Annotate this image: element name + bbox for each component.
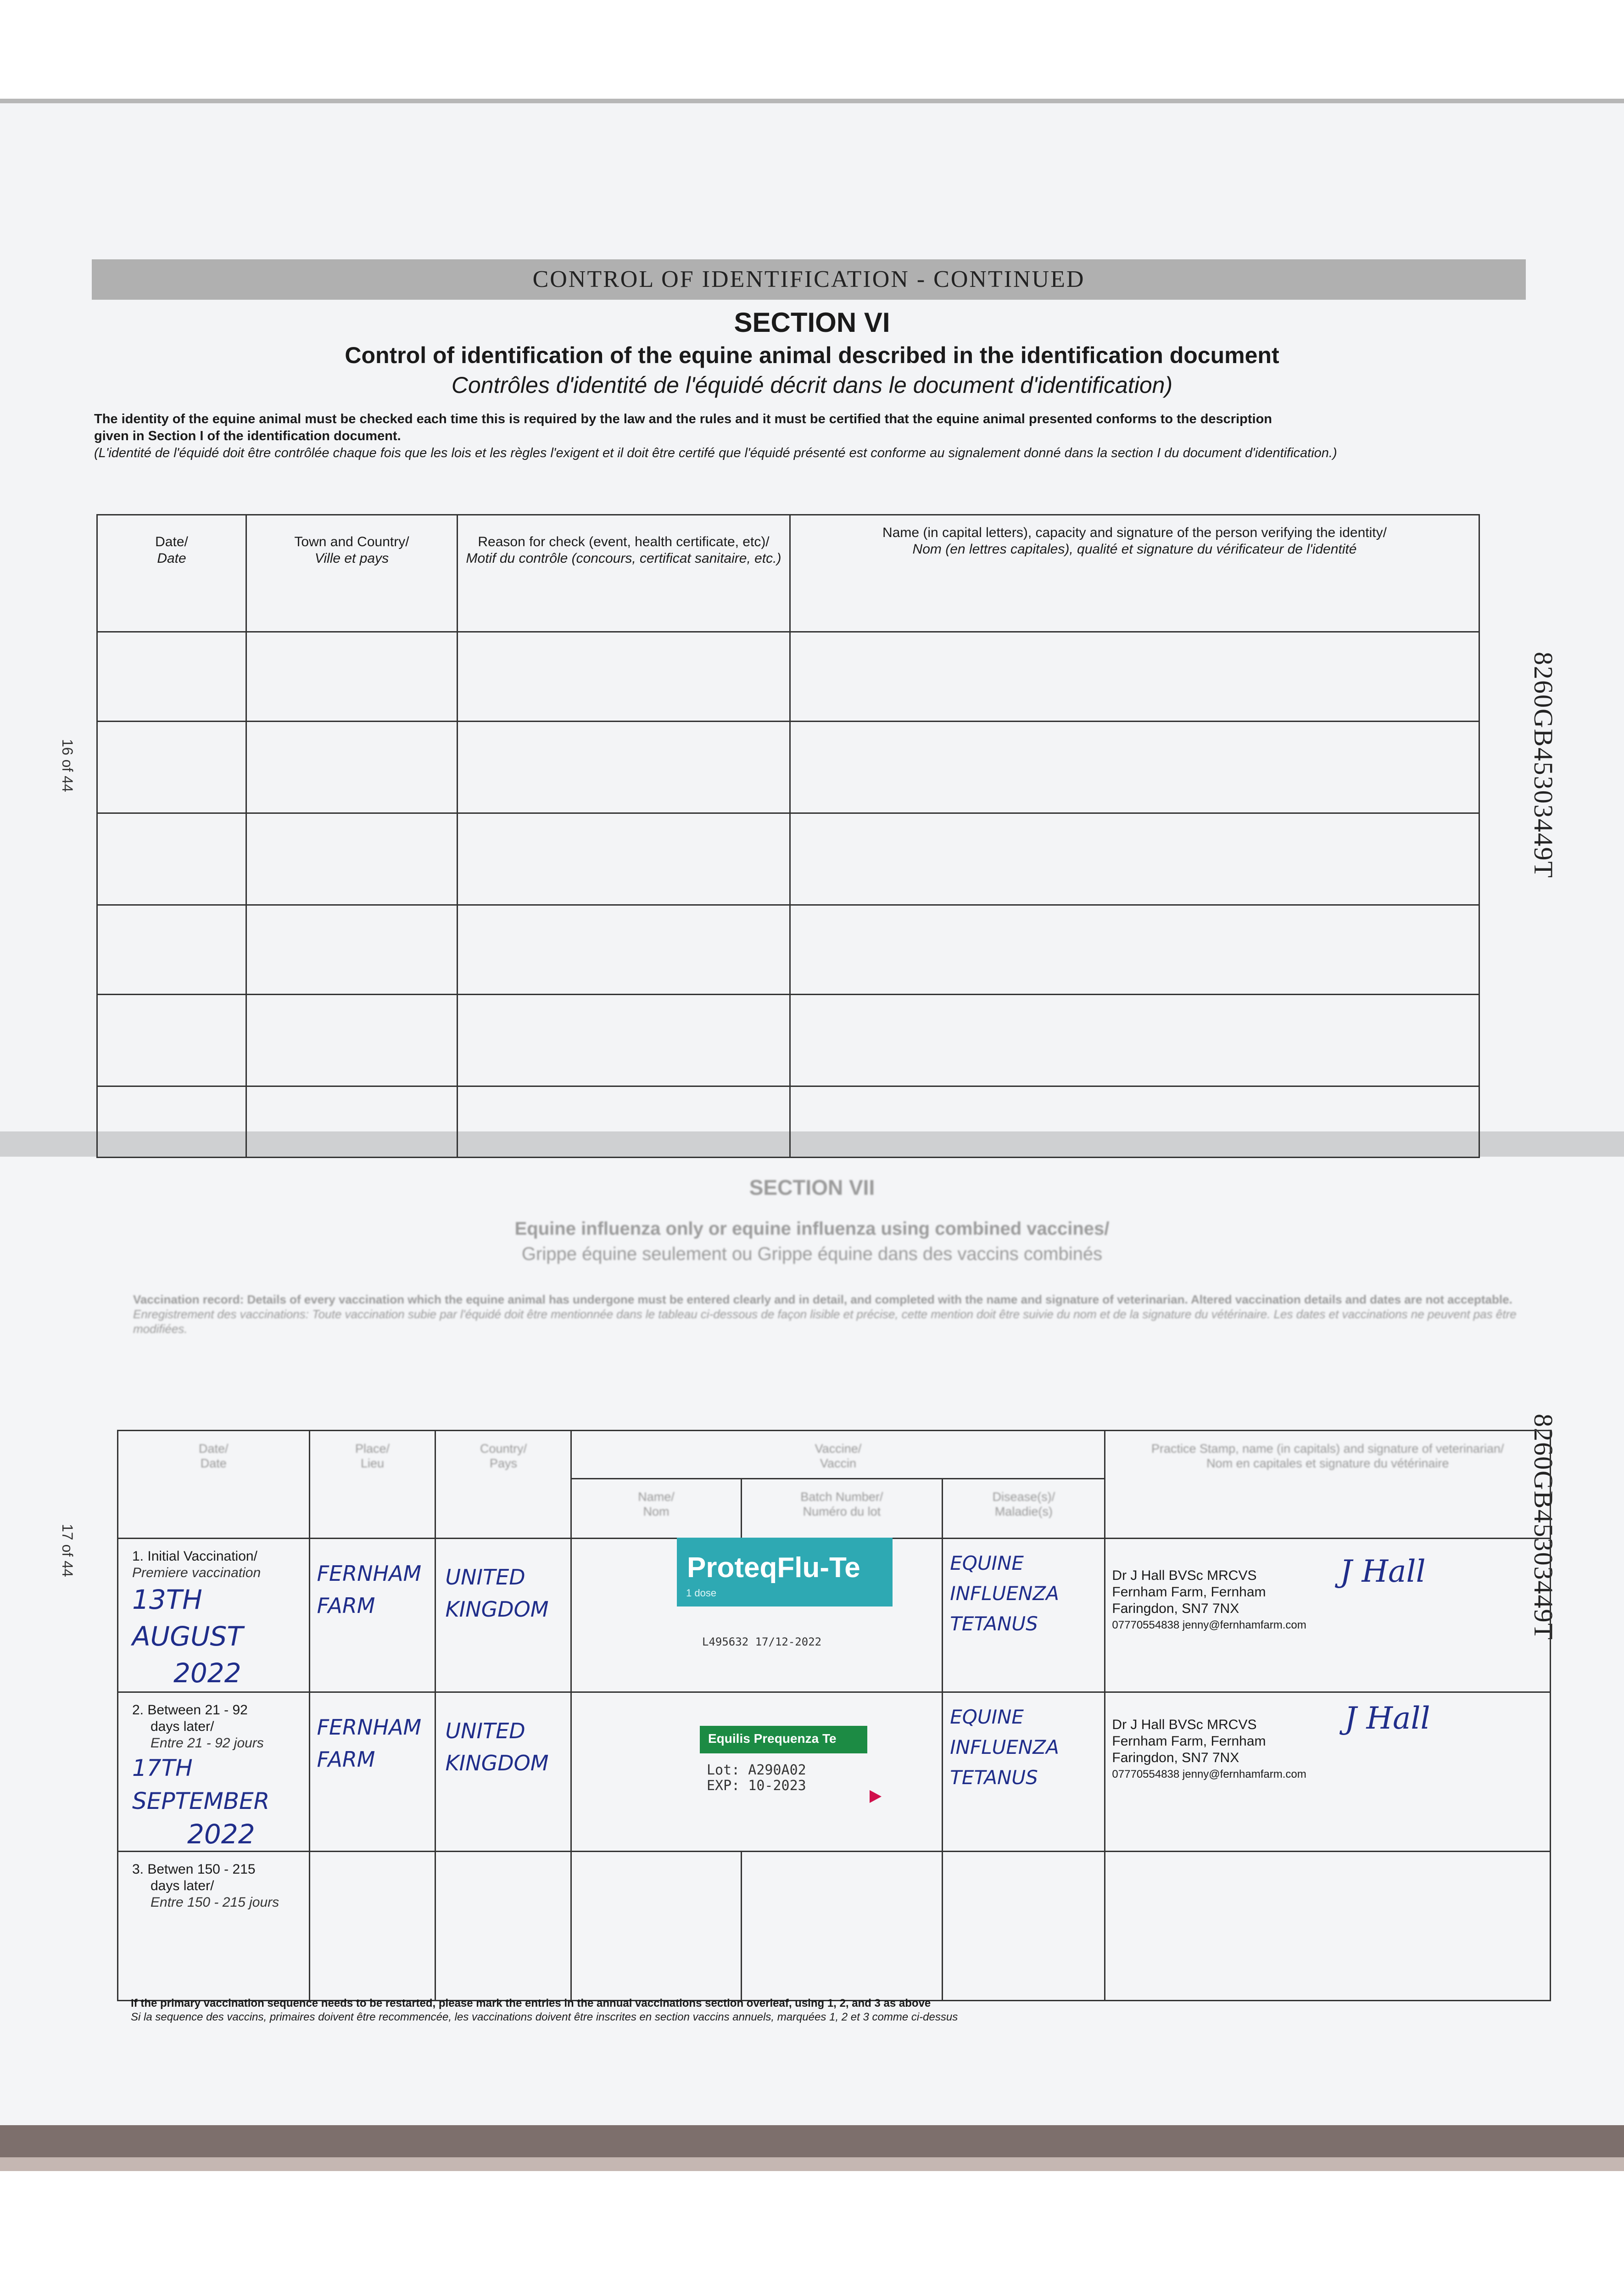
col-batch-number: Batch Number/ Numéro du lot: [741, 1479, 943, 1539]
row2-diseases[interactable]: EQUINE INFLUENZA TETANUS: [943, 1692, 1105, 1852]
col-vaccine: Vaccine/ Vaccin: [571, 1431, 1105, 1479]
intro-line-2: given in Section I of the identification document.: [94, 429, 401, 443]
row1-date-hand-2: 2022: [173, 1657, 241, 1689]
proteqflu-sticker: [677, 1538, 893, 1606]
row3-batch-number[interactable]: [741, 1852, 943, 2001]
vaccine-sub-1: 1 dose: [686, 1587, 717, 1599]
intro-fr: (L'identité de l'équidé doit être contrôlée chaque fois que les lois et les règles l'exigent et il doit être certifé que l'équidé présenté est conforme au signalement donné dans la section I du document d'identification.): [94, 446, 1337, 460]
vaccine-label-1: ProteqFlu-Te: [687, 1552, 860, 1584]
section-vii-intro: [133, 1292, 1537, 1336]
row2-country[interactable]: UNITED KINGDOM: [435, 1692, 571, 1852]
table-row: [97, 813, 1479, 905]
table-row: [97, 995, 1479, 1086]
col-verifier: Name (in capital letters), capacity and signature of the person verifying the identity/ Nom (en lettres capitales), qualité et signature du vérificateur de l'identité: [790, 515, 1479, 632]
col-vet-stamp: Practice Stamp, name (in capitals) and signature of veterinarian/ Nom en capitales et signature du vétérinaire: [1105, 1431, 1551, 1539]
col-date: Date/ Date: [118, 1431, 310, 1539]
row1-lot: L495632 17/12-2022: [702, 1635, 822, 1648]
identity-check-table: [96, 514, 1480, 1158]
row2-place[interactable]: FERNHAM FARM: [309, 1692, 435, 1852]
section-vi-heading: SECTION VI: [734, 307, 890, 338]
col-town-country: Town and Country/ Ville et pays: [246, 515, 458, 632]
section-vi-title-fr: Contrôles d'identité de l'équidé décrit dans le document d'identification): [451, 372, 1173, 398]
row1-date-hand-1: 13TH AUGUST: [132, 1584, 243, 1652]
section-vi-intro: [94, 411, 1503, 462]
row2-date[interactable]: 2. Between 21 - 92 days later/ Entre 21 - 92 jours 17TH SEPTEMBER 2022: [118, 1692, 310, 1852]
row1-vet-stamp[interactable]: Dr J Hall BVSc MRCVS Fernham Farm, Fernham Faringdon, SN7 7NX 07770554838 jenny@fernhamfarm.com: [1105, 1539, 1551, 1692]
table-row: [97, 722, 1479, 813]
row2-date-hand-1: 17TH SEPTEMBER: [132, 1755, 270, 1814]
vaccine-label-2: Equilis Prequenza Te: [708, 1731, 837, 1746]
row1-date[interactable]: 1. Initial Vaccination/ Premiere vaccination 13TH AUGUST 2022: [118, 1539, 310, 1692]
section-vii-title-fr: Grippe équine seulement ou Grippe équine dans des vaccins combinés: [521, 1244, 1103, 1264]
table-row: [97, 905, 1479, 995]
row2-vet-stamp[interactable]: Dr J Hall BVSc MRCVS Fernham Farm, Fernham Faringdon, SN7 7NX 07770554838 jenny@fernhamfarm.com: [1105, 1692, 1551, 1852]
row3-vet-stamp[interactable]: [1105, 1852, 1551, 2001]
col-vaccine-name: Name/ Nom: [571, 1479, 741, 1539]
footnote: [131, 1997, 1535, 2024]
table-row: [118, 1692, 1551, 1852]
page-number-17: 17 of 44: [59, 1524, 76, 1577]
vaccination-record-intro: Vaccination record: Details of every vaccination which the equine animal has undergone must be entered clearly and in detail, and completed with the name and signature of veterinarian. Altered vaccination details and dates are not acceptable.: [133, 1293, 1512, 1306]
row1-diseases[interactable]: EQUINE INFLUENZA TETANUS: [943, 1539, 1105, 1692]
row1-country[interactable]: UNITED KINGDOM: [435, 1539, 571, 1692]
cover-edge: [0, 2125, 1624, 2157]
row3-country[interactable]: [435, 1852, 571, 2001]
vaccination-record-intro-fr: Enregistrement des vaccinations: Toute vaccination subie par l'équidé doit être mentionnée dans le tableau ci-dessous de façon lisible et précise, cette mention doit être suivie du nom et de la signature du vétérinaire. Les dates et vaccinations ne peuvent pas être modifiées.: [133, 1307, 1517, 1336]
table-row: [97, 1086, 1479, 1158]
passport-number-bottom: 8260GB45303449T: [1529, 1414, 1558, 1640]
intro-line-1: The identity of the equine animal must be checked each time this is required by the law and the rules and it must be certified that the equine animal presented conforms to the description: [94, 412, 1272, 426]
cover-edge-light: [0, 2157, 1624, 2171]
col-date: Date/ Date: [97, 515, 246, 632]
vaccination-table: [117, 1430, 1551, 2001]
row2-lot: Lot: A290A02 EXP: 10-2023: [707, 1762, 806, 1794]
row2-date-hand-2: 2022: [187, 1819, 255, 1850]
passport-number-top: 8260GB45303449T: [1529, 652, 1558, 879]
row1-place[interactable]: FERNHAM FARM: [309, 1539, 435, 1692]
table-row: [118, 1852, 1551, 2001]
footnote-en: If the primary vaccination sequence needs to be restarted, please mark the entries in the annual vaccinations section overleaf, using 1, 2, and 3 as above: [131, 1997, 931, 2010]
col-country: Country/ Pays: [435, 1431, 571, 1539]
col-place: Place/ Lieu: [309, 1431, 435, 1539]
vet-signature-2: J Hall: [1345, 1701, 1430, 1736]
page-number-16: 16 of 44: [59, 739, 76, 792]
banner-title: CONTROL OF IDENTIFICATION - CONTINUED: [532, 266, 1085, 292]
col-diseases: Disease(s)/ Maladie(s): [943, 1479, 1105, 1539]
table-row: [97, 632, 1479, 722]
section-vii-heading: SECTION VII: [749, 1175, 875, 1199]
equilis-sticker: [700, 1726, 867, 1753]
vet-signature-1: J Hall: [1340, 1554, 1426, 1589]
sticker-arrow-icon: [870, 1790, 882, 1803]
section-vii-title: Equine influenza only or equine influenza using combined vaccines/: [514, 1219, 1110, 1239]
row3-place[interactable]: [309, 1852, 435, 2001]
col-reason: Reason for check (event, health certificate, etc)/ Motif du contrôle (concours, certificat sanitaire, etc.): [458, 515, 790, 632]
section-vi-title: Control of identification of the equine animal described in the identification document: [345, 342, 1279, 368]
row3-vaccine-name[interactable]: [571, 1852, 741, 2001]
row3-diseases[interactable]: [943, 1852, 1105, 2001]
row3-date[interactable]: 3. Betwen 150 - 215 days later/ Entre 150 - 215 jours: [118, 1852, 310, 2001]
footnote-fr: Si la sequence des vaccins, primaires doivent être recommencée, les vaccinations doivent être inscrites en section vaccins annuels, marquées 1, 2 et 3 comme ci-dessus: [131, 2011, 958, 2023]
